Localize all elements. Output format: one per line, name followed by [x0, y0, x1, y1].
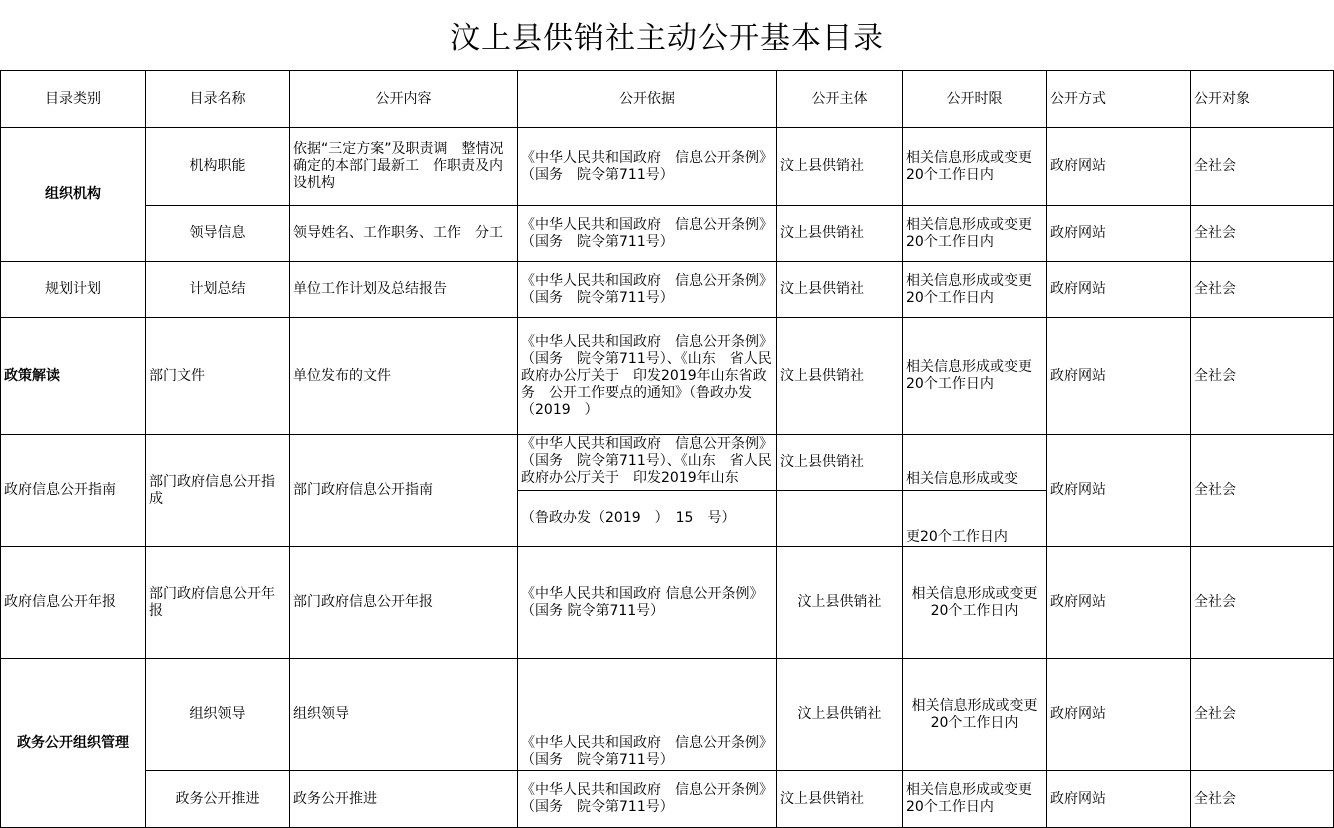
row3-subject: 汶上县供销社 [776, 261, 903, 318]
row3-name: 计划总结 [145, 261, 290, 318]
row8-method: 政府网站 [1046, 770, 1191, 828]
row2-time-limit: 相关信息形成或变更20个工作日内 [902, 205, 1047, 262]
row7-name: 组织领导 [145, 658, 290, 771]
row8-subject: 汶上县供销社 [776, 770, 903, 828]
header-category: 目录类别 [0, 70, 146, 128]
row3-time-limit: 相关信息形成或变更20个工作日内 [902, 261, 1047, 318]
row6-time-limit: 相关信息形成或变更20个工作日内 [902, 546, 1047, 659]
row2-audience: 全社会 [1190, 205, 1334, 262]
row5-subject-empty [776, 490, 903, 547]
row4-method: 政府网站 [1046, 317, 1191, 435]
header-content: 公开内容 [289, 70, 518, 128]
row5-basis-top: 《中华人民共和国政府 信息公开条例》（国务 院令第711号）、《山东 省人民政府办公厅关于 印发2019年山东 [517, 434, 777, 491]
header-name: 目录名称 [145, 70, 290, 128]
category-policy: 政策解读 [0, 317, 146, 435]
row1-basis: 《中华人民共和国政府 信息公开条例》（国务 院令第711号） [517, 127, 777, 206]
row7-time-limit: 相关信息形成或变更20个工作日内 [902, 658, 1047, 771]
row2-name: 领导信息 [145, 205, 290, 262]
category-mgmt: 政务公开组织管理 [0, 658, 146, 828]
row3-audience: 全社会 [1190, 261, 1334, 318]
row4-audience: 全社会 [1190, 317, 1334, 435]
row8-audience: 全社会 [1190, 770, 1334, 828]
row4-name: 部门文件 [145, 317, 290, 435]
header-time-limit: 公开时限 [902, 70, 1047, 128]
row6-audience: 全社会 [1190, 546, 1334, 659]
row4-subject: 汶上县供销社 [776, 317, 903, 435]
row5-method: 政府网站 [1046, 434, 1191, 547]
header-subject: 公开主体 [776, 70, 903, 128]
row6-basis: 《中华人民共和国政府 信息公开条例》（国务 院令第711号） [517, 546, 777, 659]
row8-basis: 《中华人民共和国政府 信息公开条例》（国务 院令第711号） [517, 770, 777, 828]
row1-content: 依据“三定方案”及职责调 整情况确定的本部门最新工 作职责及内设机构 [289, 127, 518, 206]
row7-content: 组织领导 [289, 658, 518, 771]
row7-audience: 全社会 [1190, 658, 1334, 771]
row5-audience: 全社会 [1190, 434, 1334, 547]
category-org: 组织机构 [0, 127, 146, 262]
row1-time-limit: 相关信息形成或变更20个工作日内 [902, 127, 1047, 206]
row6-name: 部门政府信息公开年报 [145, 546, 290, 659]
row5-content: 部门政府信息公开指南 [289, 434, 518, 547]
row5-time-limit-top: 相关信息形成或变 [902, 434, 1047, 491]
row5-time-limit-bottom: 更20个工作日内 [902, 490, 1047, 547]
row5-name: 部门政府信息公开指成 [145, 434, 290, 547]
page-title: 汶上县供销社主动公开基本目录 [450, 21, 884, 56]
row5-subject: 汶上县供销社 [776, 434, 903, 491]
category-plan: 规划计划 [0, 261, 146, 318]
row6-method: 政府网站 [1046, 546, 1191, 659]
header-basis: 公开依据 [517, 70, 777, 128]
row2-basis: 《中华人民共和国政府 信息公开条例》（国务 院令第711号） [517, 205, 777, 262]
row5-basis-bottom: （鲁政办发（2019 ） 15 号） [517, 490, 777, 547]
row7-basis: 《中华人民共和国政府 信息公开条例》（国务 院令第711号） [517, 658, 777, 771]
row3-content: 单位工作计划及总结报告 [289, 261, 518, 318]
row4-basis: 《中华人民共和国政府 信息公开条例》（国务 院令第711号）、《山东 省人民政府办公厅关于 印发2019年山东省政务 公开工作要点的通知》（鲁政办发（2019 ） [517, 317, 777, 435]
row1-method: 政府网站 [1046, 127, 1191, 206]
header-method: 公开方式 [1046, 70, 1191, 128]
row3-basis: 《中华人民共和国政府 信息公开条例》（国务 院令第711号） [517, 261, 777, 318]
row8-content: 政务公开推进 [289, 770, 518, 828]
category-guide: 政府信息公开指南 [0, 434, 146, 547]
category-annual: 政府信息公开年报 [0, 546, 146, 659]
row1-audience: 全社会 [1190, 127, 1334, 206]
row7-method: 政府网站 [1046, 658, 1191, 771]
row2-subject: 汶上县供销社 [776, 205, 903, 262]
row4-content: 单位发布的文件 [289, 317, 518, 435]
row1-name: 机构职能 [145, 127, 290, 206]
row7-subject: 汶上县供销社 [776, 658, 903, 771]
row3-method: 政府网站 [1046, 261, 1191, 318]
header-audience: 公开对象 [1190, 70, 1334, 128]
row8-time-limit: 相关信息形成或变更20个工作日内 [902, 770, 1047, 828]
row4-time-limit: 相关信息形成或变更20个工作日内 [902, 317, 1047, 435]
row8-name: 政务公开推进 [145, 770, 290, 828]
row6-content: 部门政府信息公开年报 [289, 546, 518, 659]
row6-subject: 汶上县供销社 [776, 546, 903, 659]
row2-content: 领导姓名、工作职务、工作 分工 [289, 205, 518, 262]
row2-method: 政府网站 [1046, 205, 1191, 262]
row1-subject: 汶上县供销社 [776, 127, 903, 206]
